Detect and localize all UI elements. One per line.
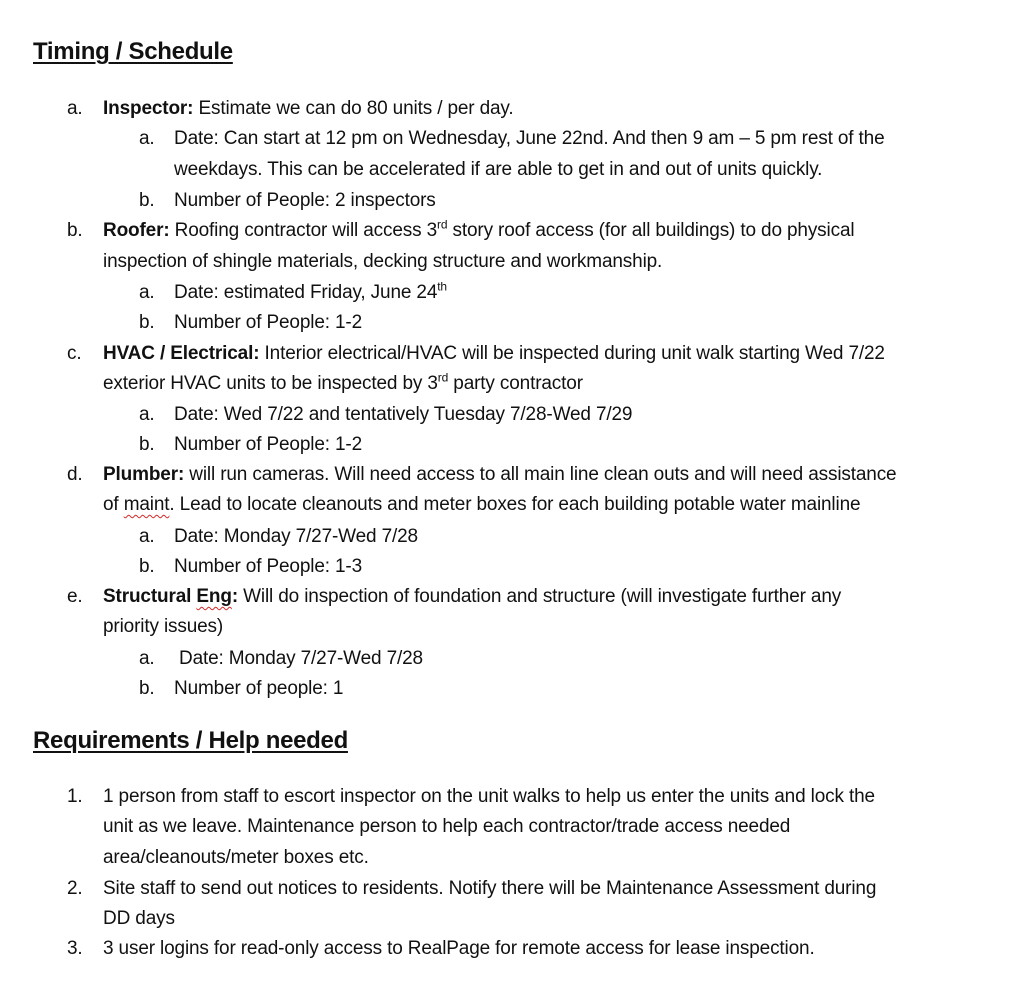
sub-item-text: Date: Monday 7/27-Wed 7/28 — [179, 648, 423, 669]
item-label: Roofer: — [103, 220, 170, 241]
list-item-text — [103, 460, 896, 490]
list-marker: 3. — [67, 938, 83, 959]
item-text: Will do inspection of foundation and structure (will investigate further any — [238, 586, 842, 607]
list-marker: a. — [139, 128, 155, 149]
item-text: unit as we leave. Maintenance person to help each contractor/trade access needed — [103, 816, 791, 837]
item-label-main: Structural — [103, 586, 197, 607]
item-label-colon: : — [231, 586, 238, 607]
list-marker: a. — [139, 526, 155, 547]
section-heading-requirements: Requirements / Help needed — [33, 727, 348, 754]
list-marker: b. — [67, 220, 83, 241]
list-marker: a. — [139, 404, 155, 425]
list-marker: b. — [139, 190, 155, 211]
item-label: Plumber: — [103, 464, 185, 485]
list-marker: e. — [67, 586, 83, 607]
list-marker: 1. — [67, 786, 83, 807]
item-text: story roof access (for all buildings) to do physical — [447, 220, 855, 241]
sub-item-text: Number of People: 2 inspectors — [174, 190, 436, 211]
item-text: priority issues) — [103, 616, 224, 637]
spellcheck-flagged-word[interactable]: maint — [123, 494, 170, 515]
superscript: rd — [437, 370, 449, 385]
item-text-main: exterior HVAC units to be inspected by 3 — [103, 373, 438, 394]
list-marker: a. — [67, 98, 83, 119]
item-text — [103, 369, 583, 399]
sub-item-text: Date: Can start at 12 pm on Wednesday, June 22nd. And then 9 am – 5 pm rest of the — [174, 128, 885, 149]
item-text-main: of — [103, 494, 124, 515]
item-label: Inspector: — [103, 98, 194, 119]
superscript: rd — [437, 217, 448, 232]
list-marker: a. — [139, 648, 155, 669]
list-item-text — [103, 94, 514, 124]
list-item-text — [103, 216, 854, 246]
item-text — [103, 490, 860, 520]
item-label: HVAC / Electrical: — [103, 343, 260, 364]
sub-item-text-main: Date: estimated Friday, June 24 — [174, 282, 438, 303]
list-marker: c. — [67, 343, 82, 364]
list-marker: b. — [139, 678, 155, 699]
item-text: 1 person from staff to escort inspector on the unit walks to help us enter the units and lock the — [103, 786, 875, 807]
list-marker: b. — [139, 312, 155, 333]
list-marker: b. — [139, 556, 155, 577]
list-marker: d. — [67, 464, 83, 485]
section-heading-timing: Timing / Schedule — [33, 38, 233, 65]
superscript: th — [437, 279, 447, 294]
item-text: DD days — [103, 908, 175, 929]
item-label — [103, 586, 238, 607]
sub-item-text: Number of people: 1 — [174, 678, 344, 699]
sub-item-text — [174, 278, 447, 308]
list-marker: 2. — [67, 878, 83, 899]
spellcheck-flagged-word[interactable]: Eng — [196, 586, 232, 607]
list-marker: b. — [139, 434, 155, 455]
sub-item-text: Number of People: 1-2 — [174, 434, 363, 455]
item-text: inspection of shingle materials, decking structure and workmanship. — [103, 251, 663, 272]
sub-item-text: Date: Wed 7/22 and tentatively Tuesday 7/28-Wed 7/29 — [174, 404, 633, 425]
item-text: area/cleanouts/meter boxes etc. — [103, 847, 369, 868]
item-text: Interior electrical/HVAC will be inspected during unit walk starting Wed 7/22 — [259, 343, 885, 364]
item-text: Roofing contractor will access 3 — [169, 220, 437, 241]
sub-item-text: Date: Monday 7/27-Wed 7/28 — [174, 526, 418, 547]
item-text-tail: . Lead to locate cleanouts and meter boxes for each building potable water mainline — [169, 494, 861, 515]
item-text: will run cameras. Will need access to all main line clean outs and will need assistance — [184, 464, 897, 485]
item-text: 3 user logins for read-only access to RealPage for remote access for lease inspection. — [103, 938, 815, 959]
list-marker: a. — [139, 282, 155, 303]
item-text: Site staff to send out notices to residents. Notify there will be Maintenance Assessment during — [103, 878, 877, 899]
sub-item-text: Number of People: 1-3 — [174, 556, 363, 577]
list-item-text — [103, 582, 841, 612]
item-text: Estimate we can do 80 units / per day. — [193, 98, 514, 119]
sub-item-text: weekdays. This can be accelerated if are able to get in and out of units quickly. — [174, 159, 823, 180]
sub-item-text: Number of People: 1-2 — [174, 312, 363, 333]
item-text-tail: party contractor — [448, 373, 583, 394]
list-item-text — [103, 339, 885, 369]
